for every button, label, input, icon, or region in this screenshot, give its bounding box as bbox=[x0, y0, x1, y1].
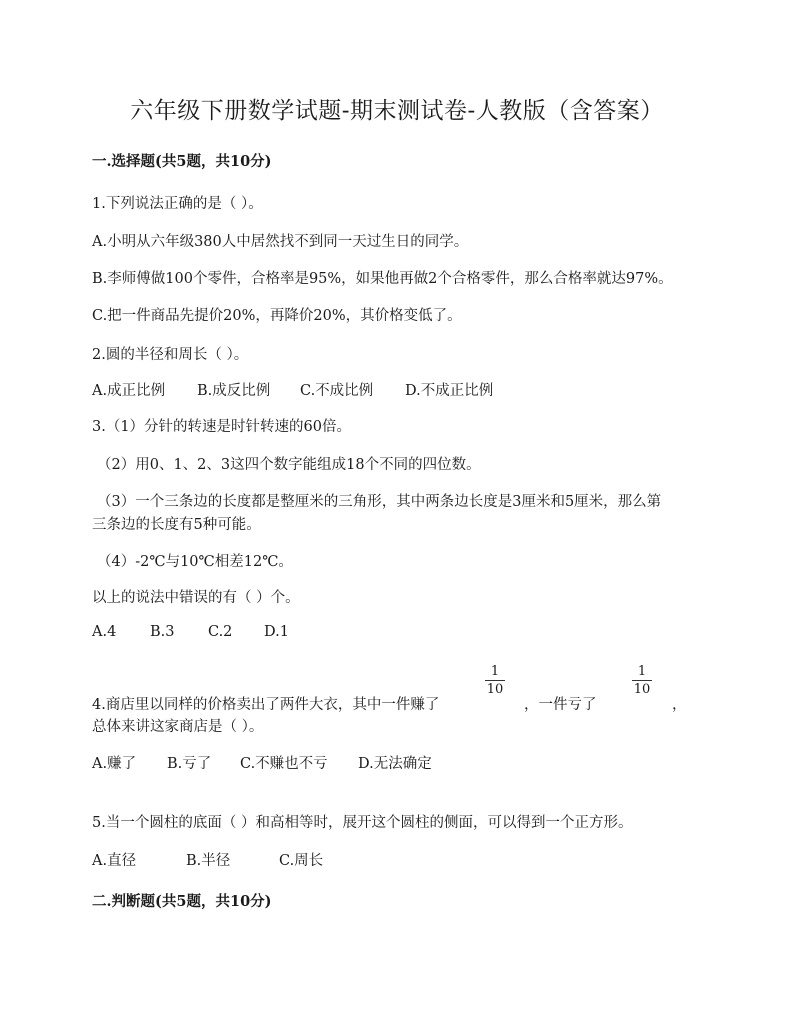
question-2-stem: 2.圆的半径和周长（ ）。 bbox=[92, 347, 249, 363]
option: A.成正比例 bbox=[92, 383, 166, 399]
question-1-option-c: C.把一件商品先提价20%，再降价20%，其价格变低了。 bbox=[92, 308, 462, 324]
option: D.不成正比例 bbox=[405, 383, 494, 399]
question-5-stem: 5.当一个圆柱的底面（ ）和高相等时，展开这个圆柱的侧面，可以得到一个正方形。 bbox=[92, 815, 633, 831]
question-2-options bbox=[92, 379, 493, 400]
option: B.亏了 bbox=[167, 756, 212, 772]
option: B.半径 bbox=[186, 853, 231, 869]
question-4-stem-part2: ，一件亏了 bbox=[524, 697, 597, 713]
fraction-denominator: 10 bbox=[633, 682, 651, 697]
question-1-stem: 1.下列说法正确的是（ ）。 bbox=[92, 196, 263, 212]
option: D.无法确定 bbox=[358, 756, 432, 772]
section-heading-choice: 一.选择题(共5题，共10分) bbox=[92, 153, 272, 170]
page-title: 六年级下册数学试题-期末测试卷-人教版（含答案） bbox=[130, 98, 664, 124]
option: D.1 bbox=[264, 624, 289, 640]
option: C.不成比例 bbox=[300, 383, 374, 399]
option: B.3 bbox=[150, 624, 175, 640]
question-1-option-a: A.小明从六年级380人中居然找不到同一天过生日的同学。 bbox=[92, 234, 469, 250]
question-4-stem-line2: 总体来讲这家商店是（ ）。 bbox=[92, 719, 264, 735]
fraction-numerator: 1 bbox=[490, 664, 500, 679]
question-3-statement-3-cont: 三条边的长度有5种可能。 bbox=[92, 517, 261, 533]
fraction-numerator: 1 bbox=[637, 664, 647, 679]
section-heading-judgement: 二.判断题(共5题，共10分) bbox=[92, 893, 272, 910]
option: C.2 bbox=[208, 624, 233, 640]
option: A.直径 bbox=[92, 853, 137, 869]
question-4-stem-part1: 4.商店里以同样的价格卖出了两件大衣，其中一件赚了 bbox=[92, 697, 440, 713]
question-5-options bbox=[92, 849, 323, 870]
option: B.成反比例 bbox=[197, 383, 271, 399]
fraction-denominator: 10 bbox=[486, 682, 504, 697]
option: A.赚了 bbox=[92, 756, 137, 772]
question-4-options bbox=[92, 752, 432, 773]
fraction-one-tenth bbox=[630, 664, 654, 697]
fraction-one-tenth bbox=[483, 664, 507, 697]
option: A.4 bbox=[92, 624, 117, 640]
question-3-statement-4: （4）-2℃与10℃相差12℃。 bbox=[97, 554, 293, 570]
question-3-statement-2: （2）用0、1、2、3这四个数字能组成18个不同的四位数。 bbox=[97, 457, 481, 473]
question-4-stem-part3: ， bbox=[672, 697, 687, 713]
option: C.不赚也不亏 bbox=[240, 756, 328, 772]
question-3-statement-1: 3.（1）分针的转速是时针转速的60倍。 bbox=[92, 419, 352, 435]
question-1-option-b: B.李师傅做100个零件，合格率是95%，如果他再做2个合格零件，那么合格率就达97%。 bbox=[92, 271, 673, 287]
option: C.周长 bbox=[279, 853, 324, 869]
question-3-statement-3: （3）一个三条边的长度都是整厘米的三角形，其中两条边长度是3厘米和5厘米，那么第 bbox=[97, 494, 662, 510]
question-3-options bbox=[92, 624, 289, 640]
question-3-ask: 以上的说法中错误的有（ ）个。 bbox=[92, 590, 300, 606]
